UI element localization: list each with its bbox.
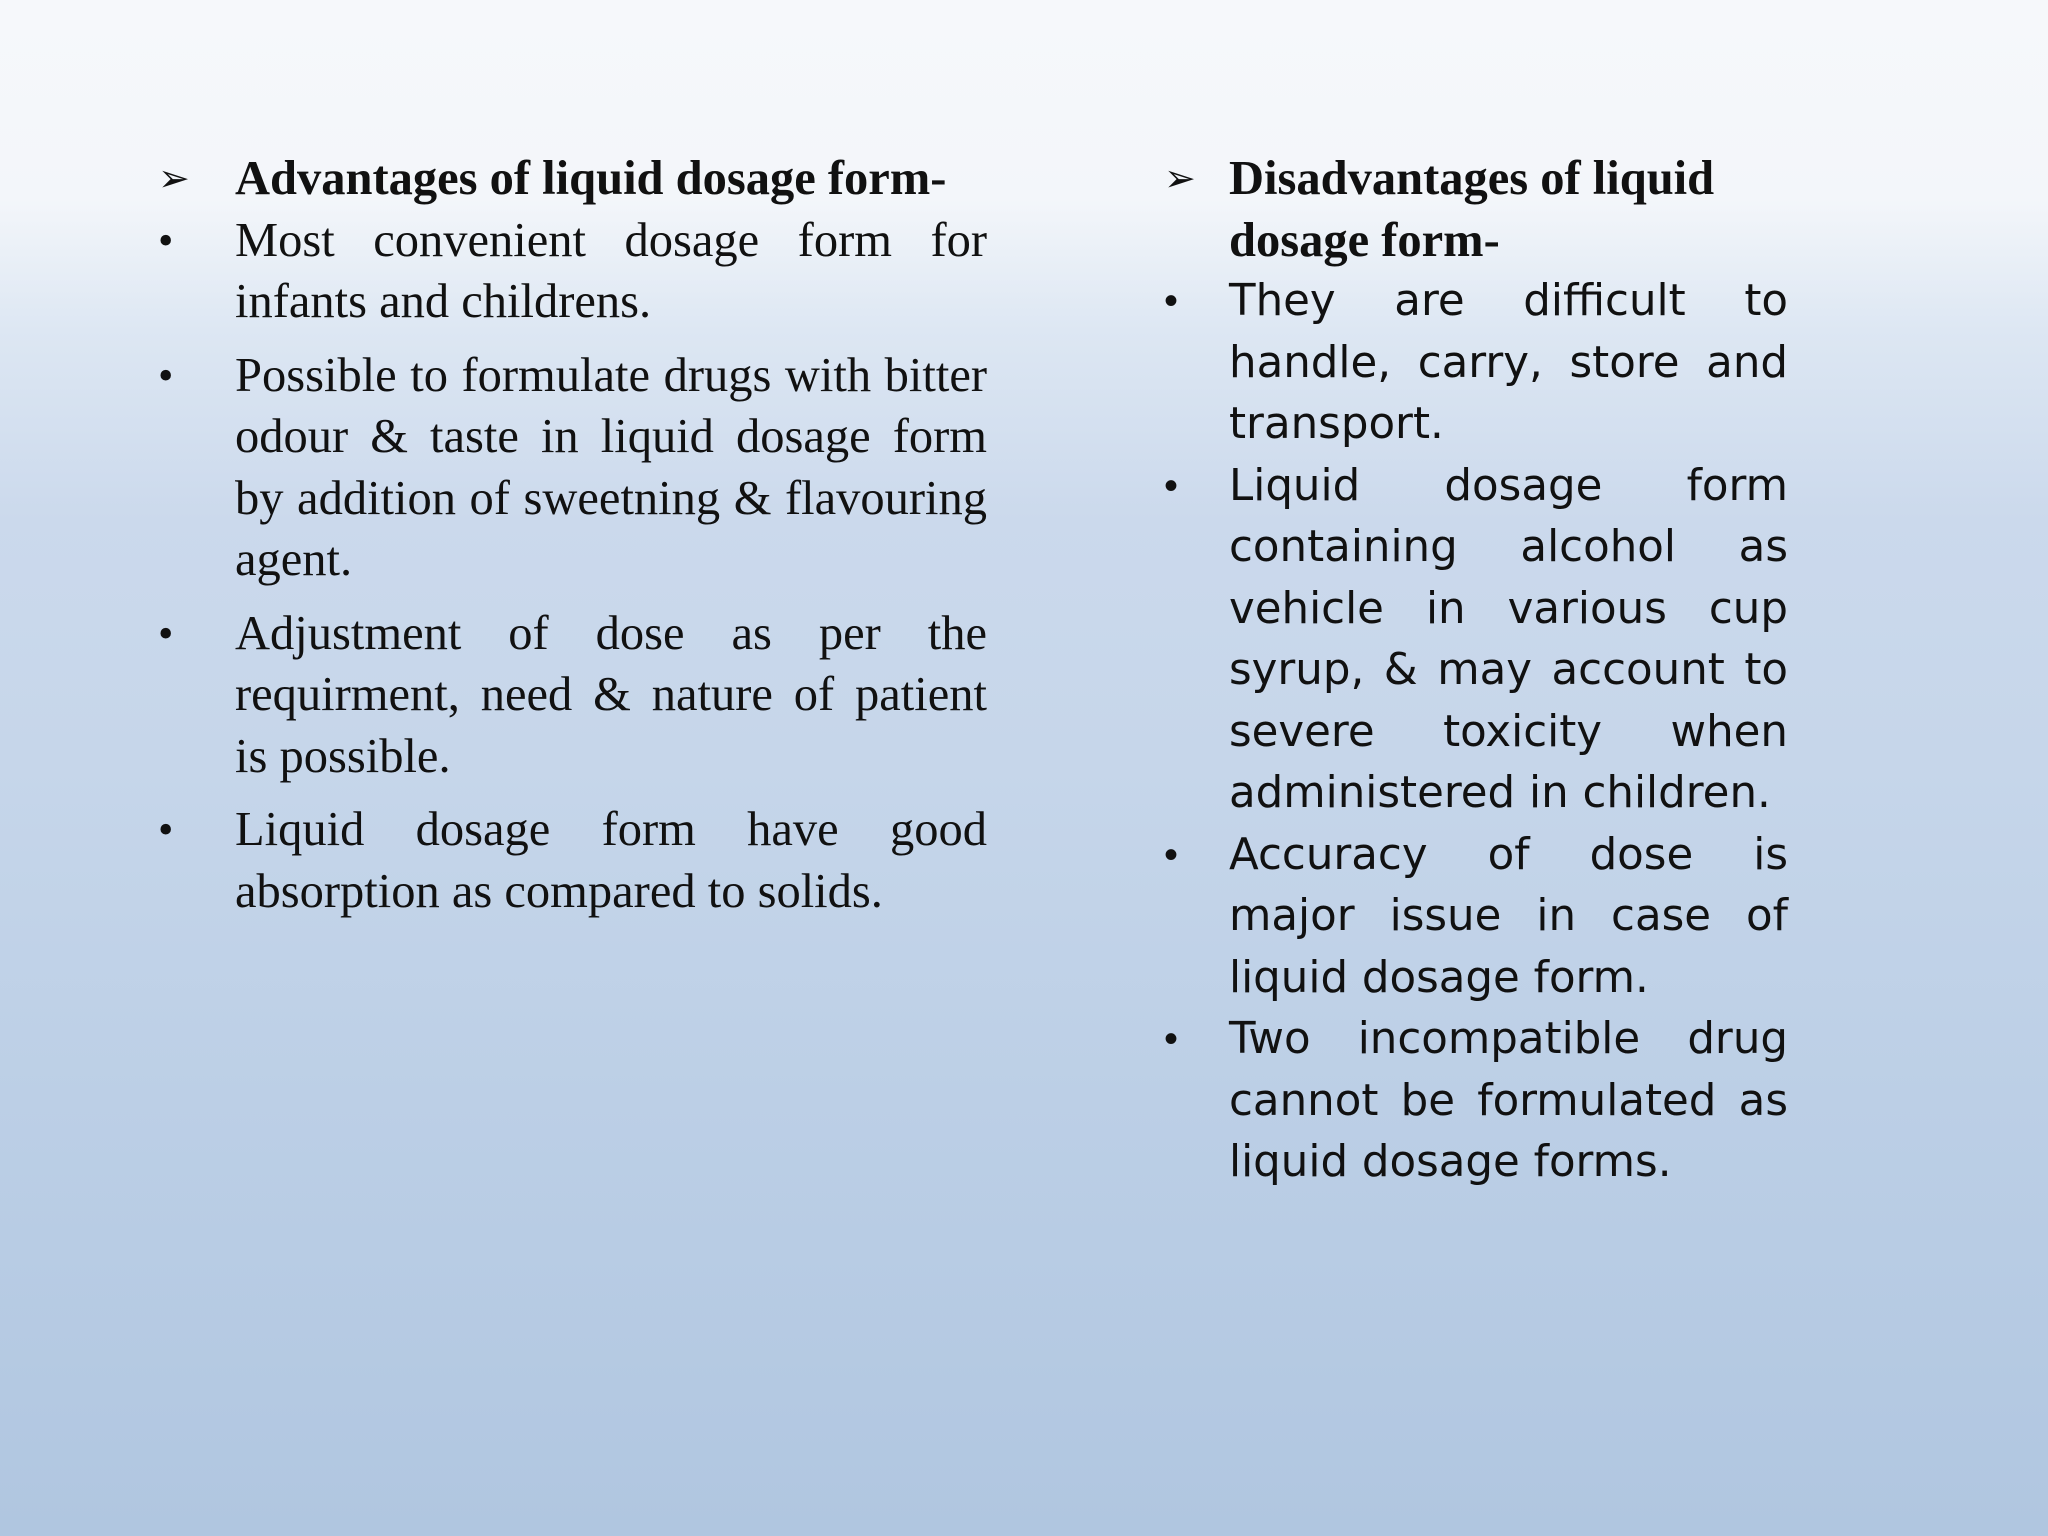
disadvantages-column — [1160, 148, 1788, 1194]
arrow-bullet-icon: ➢ — [158, 156, 190, 200]
disadvantage-item — [1160, 456, 1788, 825]
disadvantage-item-text: They are difficult to handle, carry, store and transport. — [1229, 276, 1788, 449]
disadvantages-heading: Disadvantages of liquid dosage form- — [1229, 152, 1715, 267]
advantages-heading-row — [155, 148, 987, 210]
advantage-item-text: Liquid dosage form have good absorption as compared to solids. — [235, 803, 987, 918]
bullet-dot-icon: • — [1164, 279, 1179, 323]
bullet-dot-icon: • — [158, 805, 174, 854]
disadvantage-item — [1160, 1009, 1788, 1194]
bullet-dot-icon: • — [158, 608, 174, 658]
advantages-heading: Advantages of liquid dosage form- — [235, 152, 947, 205]
advantages-column — [155, 148, 987, 922]
disadvantages-heading-row — [1160, 148, 1788, 271]
disadvantage-item-text: Two incompatible drug cannot be formulated as liquid dosage forms. — [1229, 1014, 1788, 1187]
bullet-dot-icon: • — [158, 350, 174, 400]
advantage-item — [155, 603, 987, 788]
advantage-item — [155, 799, 987, 922]
arrow-bullet-icon: ➢ — [1164, 156, 1196, 200]
disadvantage-item — [1160, 271, 1788, 456]
disadvantage-item — [1160, 825, 1788, 1010]
disadvantage-item-text: Liquid dosage form containing alcohol as vehicle in various cup syrup, & may account to severe toxicity when administered in children. — [1229, 460, 1788, 818]
advantage-item-text: Most convenient dosage form for infants and childrens. — [235, 213, 987, 328]
advantage-item — [155, 210, 987, 333]
advantage-item — [155, 345, 987, 591]
bullet-dot-icon: • — [158, 215, 174, 265]
disadvantage-item-text: Accuracy of dose is major issue in case of liquid dosage form. — [1229, 829, 1788, 1003]
advantage-item-text: Adjustment of dose as per the requirment, need & nature of patient is possible. — [235, 606, 987, 783]
advantage-item-text: Possible to formulate drugs with bitter odour & taste in liquid dosage form by addition of sweetning & flavouring agent. — [235, 348, 987, 586]
bullet-dot-icon: • — [1164, 463, 1179, 508]
bullet-dot-icon: • — [1164, 832, 1179, 877]
bullet-dot-icon: • — [1164, 1017, 1179, 1061]
